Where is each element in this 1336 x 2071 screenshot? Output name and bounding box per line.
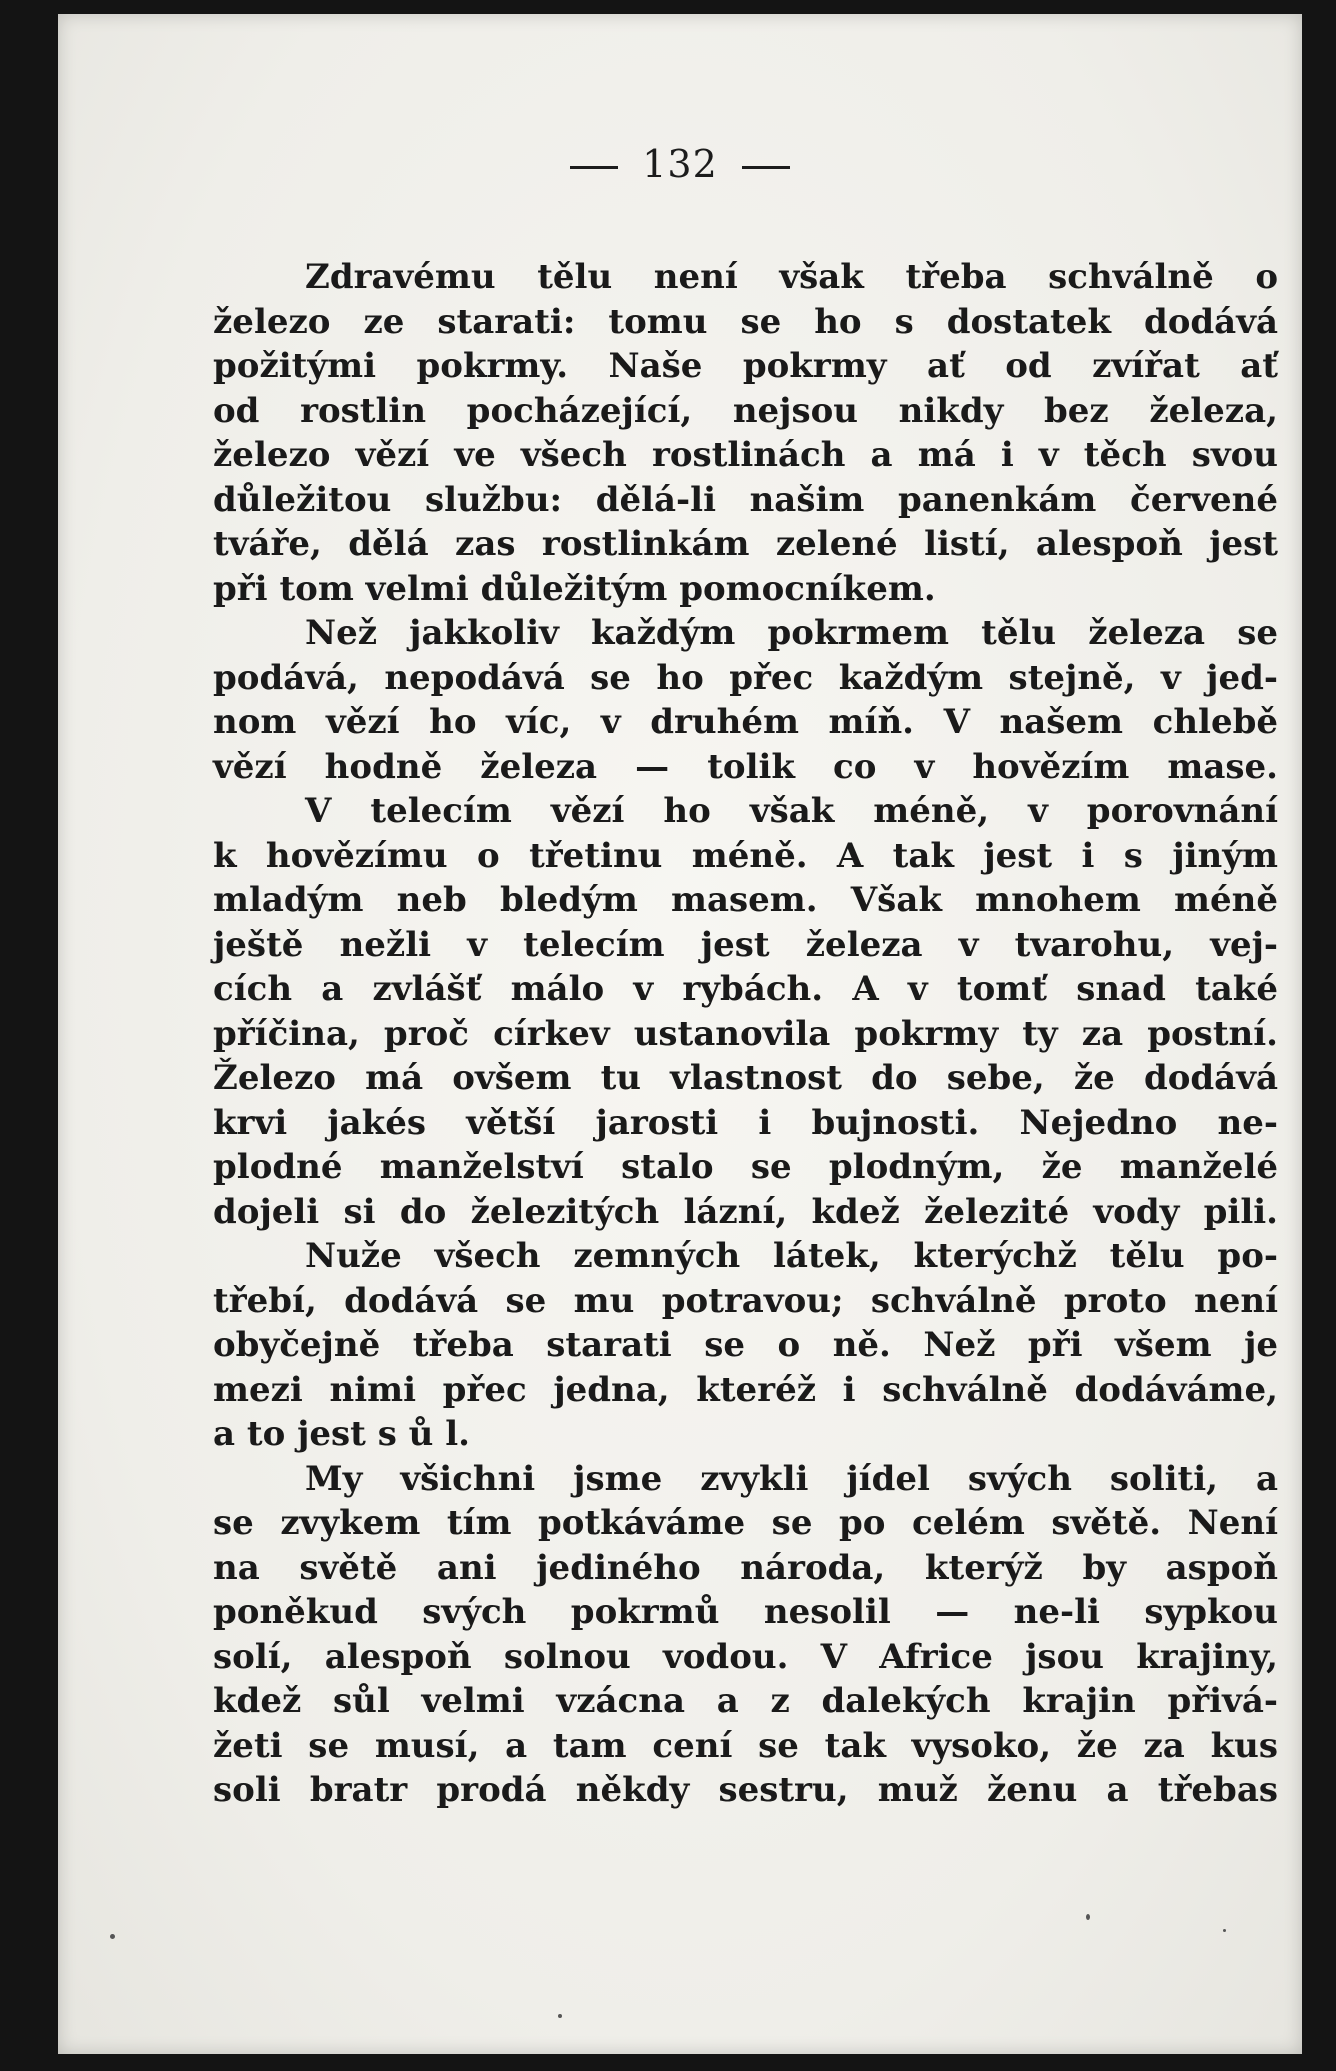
text-line: vězí hodně železa — tolik co v hovězím mase. (213, 746, 1278, 787)
page-number-dash-left (570, 166, 618, 169)
text-line: obyčejně třeba starati se o ně. Než při všem je (213, 1325, 1278, 1365)
text-line: soli bratr prodá někdy sestru, muž ženu a třebas (213, 1770, 1278, 1810)
text-line: železo vězí ve všech rostlinách a má i v těch svou (213, 435, 1278, 475)
text-line: mezi nimi přec jedna, kteréž i schválně dodáváme, (213, 1369, 1278, 1410)
text-line: cích a zvlášť málo v rybách. A v tomť snad také (213, 969, 1278, 1009)
text-line: krvi jakés větší jarosti i bujnosti. Nejedno ne- (213, 1102, 1278, 1143)
text-line: V telecím vězí ho však méně, v porovnání (305, 791, 1278, 831)
paper-speck (1086, 1914, 1090, 1920)
text-line: požitými pokrmy. Naše pokrmy ať od zvířat ať (213, 346, 1278, 386)
body-text (213, 255, 1278, 1813)
text-line: Železo má ovšem tu vlastnost do sebe, že dodává (213, 1058, 1278, 1098)
page-number-dash-right (742, 166, 790, 169)
text-line: Zdravému tělu není však třeba schválně o (305, 257, 1278, 297)
text-line: se zvykem tím potkáváme se po celém světě. Není (213, 1503, 1278, 1543)
text-line: tváře, dělá zas rostlinkám zelené listí, alespoň jest (213, 524, 1278, 564)
text-line: třebí, dodává se mu potravou; schválně proto není (213, 1280, 1278, 1321)
text-line: podává, nepodává se ho přec každým stejně, v jed- (213, 657, 1278, 698)
text-line: důležitou službu: dělá-li našim panenkám červené (213, 479, 1278, 520)
text-line: plodné manželství stalo se plodným, že manželé (213, 1147, 1278, 1187)
text-line: na světě ani jediného národa, kterýž by aspoň (213, 1547, 1278, 1588)
text-line: a to jest s ů l. (213, 1414, 470, 1454)
paper-speck (1223, 1929, 1226, 1932)
paper-speck (558, 2014, 562, 2018)
text-line: mladým neb bledým masem. Však mnohem méně (213, 880, 1278, 920)
text-line: ještě nežli v telecím jest železa v tvarohu, vej- (213, 924, 1278, 965)
text-line: při tom velmi důležitým pomocníkem. (213, 568, 936, 609)
text-line: solí, alespoň solnou vodou. V Africe jsou krajiny, (213, 1636, 1278, 1677)
text-line: poněkud svých pokrmů nesolil — ne-li sypkou (213, 1592, 1278, 1632)
text-line: dojeli si do železitých lázní, kdež železité vody pili. (213, 1191, 1278, 1232)
page-number (58, 142, 1302, 186)
text-line: železo ze starati: tomu se ho s dostatek dodává (213, 301, 1278, 342)
text-line: kdež sůl velmi vzácna a z dalekých krajin přivá- (213, 1681, 1278, 1721)
page-number-value: 132 (642, 142, 718, 186)
text-line: Než jakkoliv každým pokrmem tělu železa se (305, 613, 1278, 653)
text-line: My všichni jsme zvykli jídel svých soliti, a (305, 1458, 1278, 1499)
text-line: Nuže všech zemných látek, kterýchž tělu po- (305, 1236, 1278, 1276)
paper-speck (110, 1934, 115, 1939)
book-page (58, 14, 1302, 2054)
text-line: od rostlin pocházející, nejsou nikdy bez železa, (213, 390, 1278, 431)
text-line: nom vězí ho víc, v druhém míň. V našem chlebě (213, 702, 1278, 742)
text-line: žeti se musí, a tam cení se tak vysoko, že za kus (213, 1725, 1278, 1766)
text-line: k hovězímu o třetinu méně. A tak jest i s jiným (213, 835, 1278, 876)
text-line: příčina, proč církev ustanovila pokrmy ty za postní. (213, 1013, 1278, 1054)
